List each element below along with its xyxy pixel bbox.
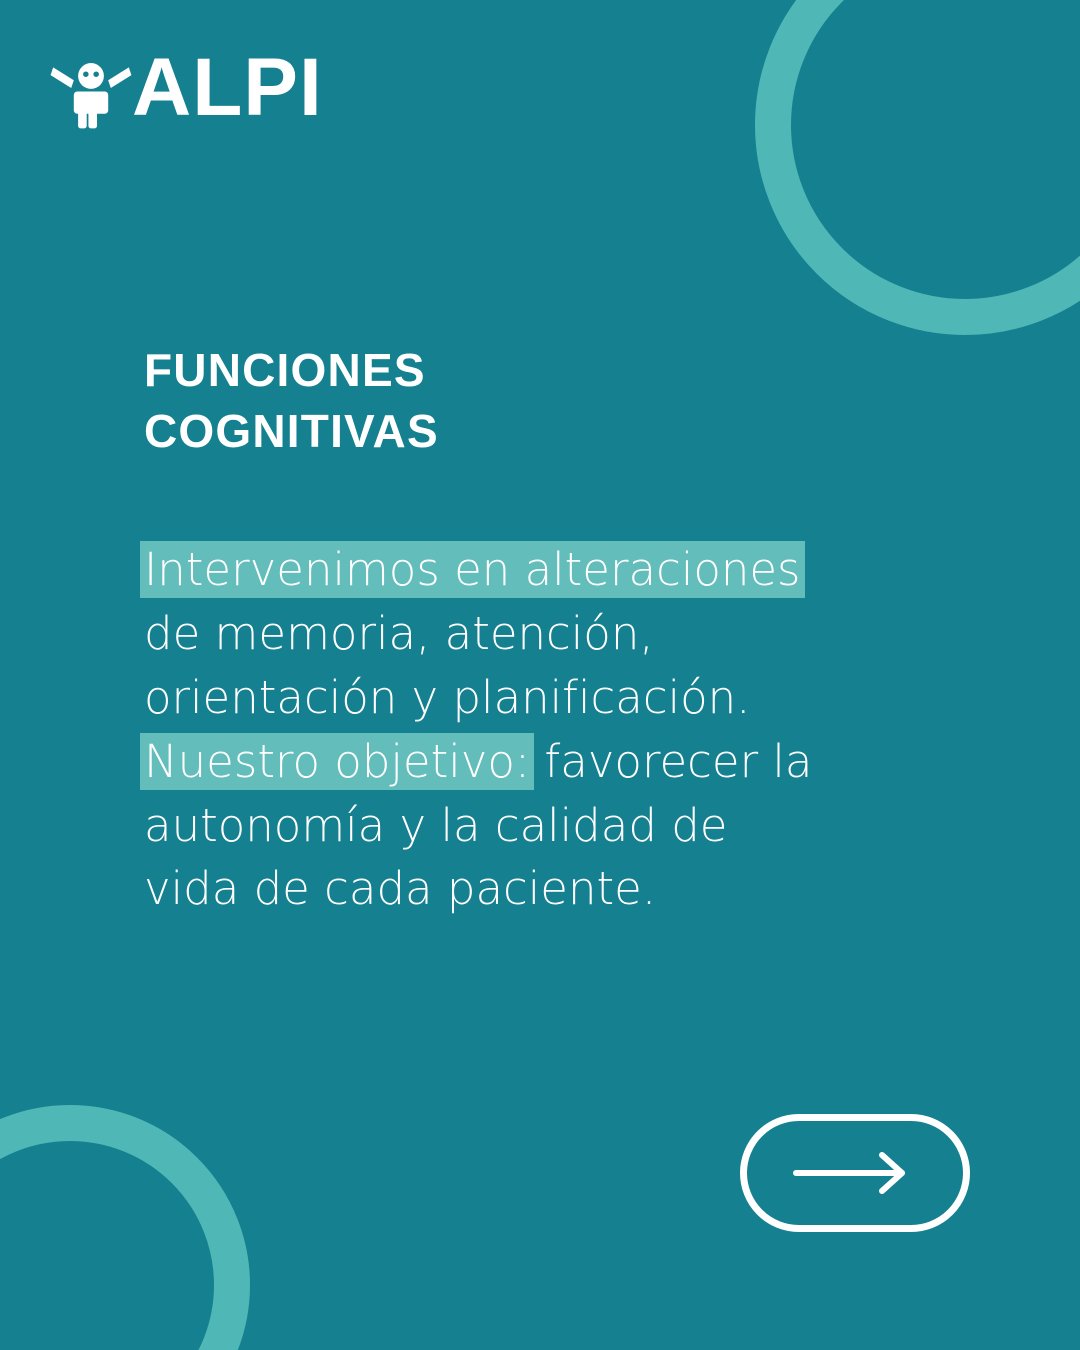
decorative-ring-top [755,0,1080,335]
arrow-right-icon [790,1151,920,1195]
headline-line-1: FUNCIONES [144,344,426,396]
body-line-4-tail: favorecer la [530,734,813,788]
headline-line-2: COGNITIVAS [144,404,439,457]
brand-name: ALPI [132,42,323,133]
body-line-4 [144,730,904,794]
brand-logo [48,42,323,133]
person-figure-icon [48,45,134,131]
body-line-3: orientación y planificación. [144,670,751,724]
body-line-5: autonomía y la calidad de [144,798,728,852]
page-title [144,340,439,461]
body-line-4-highlight: Nuestro objetivo: [140,733,534,790]
body-line-2: de memoria, atención, [144,606,654,660]
body-text [144,538,904,921]
next-button[interactable] [740,1114,970,1232]
decorative-ring-bottom [0,1105,250,1350]
body-line-1 [144,538,904,602]
body-line-6: vida de cada paciente. [144,862,657,916]
body-line-1-highlight: Intervenimos en alteraciones [140,541,805,598]
